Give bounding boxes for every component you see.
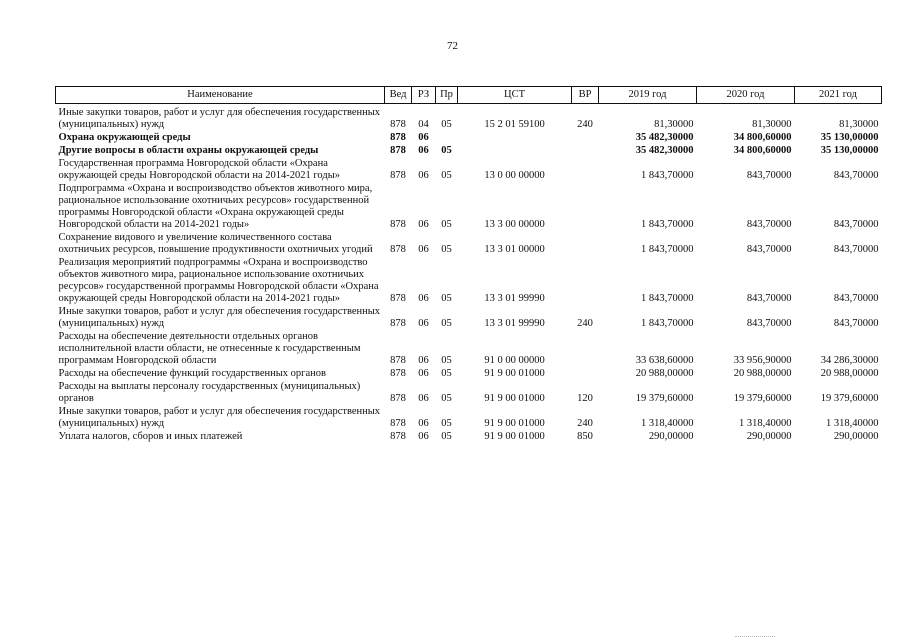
cell-rz: 06 xyxy=(418,355,429,366)
cell-2021: 20 988,00000 xyxy=(820,368,879,379)
cell-2021: 843,70000 xyxy=(833,170,879,181)
cell-name: Сохранение видового и увеличение количественного состава охотничьих ресурсов, повышение продуктивности охотничьих угодий xyxy=(58,232,373,255)
cell-vr: 240 xyxy=(577,119,593,130)
cell-2021: 843,70000 xyxy=(833,293,879,304)
cell-2019: 19 379,60000 xyxy=(635,393,694,404)
cell-rz: 06 xyxy=(418,219,429,230)
cell-ved: 878 xyxy=(390,431,406,442)
cell-name: Охрана окружающей среды xyxy=(58,132,191,143)
cell-vr: 240 xyxy=(577,418,593,429)
cell-ved: 878 xyxy=(390,170,406,181)
cell-ved: 878 xyxy=(390,355,406,366)
cell-ved: 878 xyxy=(390,145,406,156)
cell-rz: 06 xyxy=(418,145,429,156)
cell-pr: 05 xyxy=(441,145,452,156)
cell-rz: 04 xyxy=(418,119,429,130)
table-row xyxy=(56,257,882,306)
cell-rz: 06 xyxy=(418,170,429,181)
table-row xyxy=(56,406,882,431)
cell-2019: 1 318,40000 xyxy=(641,418,694,429)
cell-vr xyxy=(572,132,599,145)
cell-cst: 13 0 00 00000 xyxy=(484,170,545,181)
cell-2021: 19 379,60000 xyxy=(820,393,879,404)
header-rz: РЗ xyxy=(412,87,436,104)
cell-vr: 240 xyxy=(577,318,593,329)
cell-2020: 81,30000 xyxy=(752,119,792,130)
cell-2020: 34 800,60000 xyxy=(733,145,792,156)
cell-vr xyxy=(572,257,599,306)
table-row xyxy=(56,158,882,183)
cell-2021: 290,00000 xyxy=(833,431,879,442)
cell-name: Иные закупки товаров, работ и услуг для обеспечения государственных (муниципальных) нужд xyxy=(58,406,381,429)
header-2021: 2021 год xyxy=(795,87,882,104)
cell-vr xyxy=(572,158,599,183)
cell-cst xyxy=(458,132,572,145)
cell-cst: 91 9 00 01000 xyxy=(484,393,545,404)
cell-2020: 20 988,00000 xyxy=(733,368,792,379)
cell-pr: 05 xyxy=(441,368,452,379)
cell-2020: 34 800,60000 xyxy=(733,132,792,143)
cell-2021: 81,30000 xyxy=(839,119,879,130)
cell-name: Подпрограмма «Охрана и воспроизводство объектов животного мира, рациональное использование охотничьих ресурсов» государственной программы Новгородской области «Охрана окружающей среды Новгородской области на 2014-2021 годы» xyxy=(58,183,373,230)
table-row xyxy=(56,132,882,145)
cell-2021: 35 130,00000 xyxy=(820,132,879,143)
cell-ved: 878 xyxy=(390,219,406,230)
cell-cst: 13 3 01 99990 xyxy=(484,293,545,304)
header-vr: ВР xyxy=(572,87,599,104)
cell-vr xyxy=(572,331,599,368)
cell-ved: 878 xyxy=(390,393,406,404)
cell-2019: 1 843,70000 xyxy=(641,318,694,329)
table-row xyxy=(56,232,882,257)
table-body xyxy=(56,104,882,445)
cell-cst: 91 0 00 00000 xyxy=(484,355,545,366)
header-2019: 2019 год xyxy=(599,87,697,104)
cell-name: Расходы на обеспечение деятельности отдельных органов исполнительной власти области, не отнесенные к государственным программам Новгородской области xyxy=(58,331,361,366)
cell-rz: 06 xyxy=(418,318,429,329)
cell-name: Другие вопросы в области охраны окружающей среды xyxy=(58,145,319,156)
cell-2020: 843,70000 xyxy=(746,293,792,304)
cell-name: Иные закупки товаров, работ и услуг для обеспечения государственных (муниципальных) нужд xyxy=(58,306,381,329)
cell-cst: 13 3 01 00000 xyxy=(484,244,545,255)
budget-table xyxy=(55,86,882,444)
cell-vr: 120 xyxy=(577,393,593,404)
table-row xyxy=(56,104,882,133)
cell-pr: 05 xyxy=(441,355,452,366)
cell-name: Реализация мероприятий подпрограммы «Охрана и воспроизводство объектов животного мира, рациональное использование охотничьих ресурсов» государственной программы Новгородской области «Охрана окружающей среды Новгородской области на 2014-2021 годы» xyxy=(58,257,379,304)
cell-2020: 290,00000 xyxy=(746,431,792,442)
cell-rz: 06 xyxy=(418,293,429,304)
table-row xyxy=(56,381,882,406)
cell-ved: 878 xyxy=(390,318,406,329)
cell-2019: 33 638,60000 xyxy=(635,355,694,366)
table-row xyxy=(56,183,882,232)
cell-cst xyxy=(458,145,572,158)
cell-2020: 843,70000 xyxy=(746,318,792,329)
cell-vr: 850 xyxy=(577,431,593,442)
cell-pr: 05 xyxy=(441,318,452,329)
cell-cst: 13 3 00 00000 xyxy=(484,219,545,230)
cell-cst: 13 3 01 99990 xyxy=(484,318,545,329)
cell-vr xyxy=(572,183,599,232)
cell-2019: 35 482,30000 xyxy=(635,132,694,143)
cell-2021: 843,70000 xyxy=(833,219,879,230)
cell-cst: 91 9 00 01000 xyxy=(484,368,545,379)
cell-pr: 05 xyxy=(441,418,452,429)
cell-pr: 05 xyxy=(441,431,452,442)
cell-name: Расходы на обеспечение функций государственных органов xyxy=(58,368,326,379)
cell-2021: 35 130,00000 xyxy=(820,145,879,156)
cell-2019: 81,30000 xyxy=(654,119,694,130)
cell-2019: 1 843,70000 xyxy=(641,244,694,255)
header-name: Наименование xyxy=(56,87,385,104)
cell-2019: 1 843,70000 xyxy=(641,293,694,304)
cell-rz: 06 xyxy=(418,431,429,442)
cell-name: Государственная программа Новгородской области «Охрана окружающей среды Новгородской области на 2014-2021 годы» xyxy=(58,158,341,181)
cell-pr: 05 xyxy=(441,170,452,181)
cell-ved: 878 xyxy=(390,132,406,143)
cell-pr xyxy=(436,132,458,145)
cell-ved: 878 xyxy=(390,418,406,429)
cell-pr: 05 xyxy=(441,244,452,255)
header-cst: ЦСТ xyxy=(458,87,572,104)
page-number: 72 xyxy=(447,40,458,52)
table-row xyxy=(56,368,882,381)
cell-pr: 05 xyxy=(441,219,452,230)
cell-ved: 878 xyxy=(390,293,406,304)
cell-2019: 20 988,00000 xyxy=(635,368,694,379)
header-2020: 2020 год xyxy=(697,87,795,104)
cell-ved: 878 xyxy=(390,119,406,130)
cell-rz: 06 xyxy=(418,244,429,255)
cell-2020: 1 318,40000 xyxy=(739,418,792,429)
cell-2019: 35 482,30000 xyxy=(635,145,694,156)
cell-2021: 843,70000 xyxy=(833,318,879,329)
cell-2021: 843,70000 xyxy=(833,244,879,255)
table-row xyxy=(56,145,882,158)
cell-2020: 843,70000 xyxy=(746,219,792,230)
cell-name: Уплата налогов, сборов и иных платежей xyxy=(58,431,243,442)
cell-2019: 1 843,70000 xyxy=(641,170,694,181)
cell-2019: 290,00000 xyxy=(648,431,694,442)
table-row xyxy=(56,306,882,331)
cell-vr xyxy=(572,145,599,158)
cell-ved: 878 xyxy=(390,368,406,379)
cell-vr xyxy=(572,368,599,381)
cell-rz: 06 xyxy=(418,132,429,143)
cell-name: Иные закупки товаров, работ и услуг для обеспечения государственных (муниципальных) нужд xyxy=(58,107,381,130)
table-header-row xyxy=(56,87,882,104)
cell-ved: 878 xyxy=(390,244,406,255)
header-ved: Вед xyxy=(385,87,412,104)
cell-cst: 91 9 00 01000 xyxy=(484,418,545,429)
cell-pr: 05 xyxy=(441,293,452,304)
cell-rz: 06 xyxy=(418,368,429,379)
table-row xyxy=(56,431,882,444)
cell-2020: 843,70000 xyxy=(746,170,792,181)
cell-2020: 19 379,60000 xyxy=(733,393,792,404)
cell-pr: 05 xyxy=(441,119,452,130)
cell-2019: 1 843,70000 xyxy=(641,219,694,230)
faint-scan-mark xyxy=(735,636,775,640)
header-pr: Пр xyxy=(436,87,458,104)
table-row xyxy=(56,331,882,368)
cell-name: Расходы на выплаты персоналу государственных (муниципальных) органов xyxy=(58,381,361,404)
cell-2021: 34 286,30000 xyxy=(820,355,879,366)
cell-rz: 06 xyxy=(418,393,429,404)
cell-cst: 91 9 00 01000 xyxy=(484,431,545,442)
cell-vr xyxy=(572,232,599,257)
cell-2020: 843,70000 xyxy=(746,244,792,255)
cell-pr: 05 xyxy=(441,393,452,404)
cell-cst: 15 2 01 59100 xyxy=(484,119,545,130)
cell-2020: 33 956,90000 xyxy=(733,355,792,366)
cell-rz: 06 xyxy=(418,418,429,429)
cell-2021: 1 318,40000 xyxy=(826,418,879,429)
